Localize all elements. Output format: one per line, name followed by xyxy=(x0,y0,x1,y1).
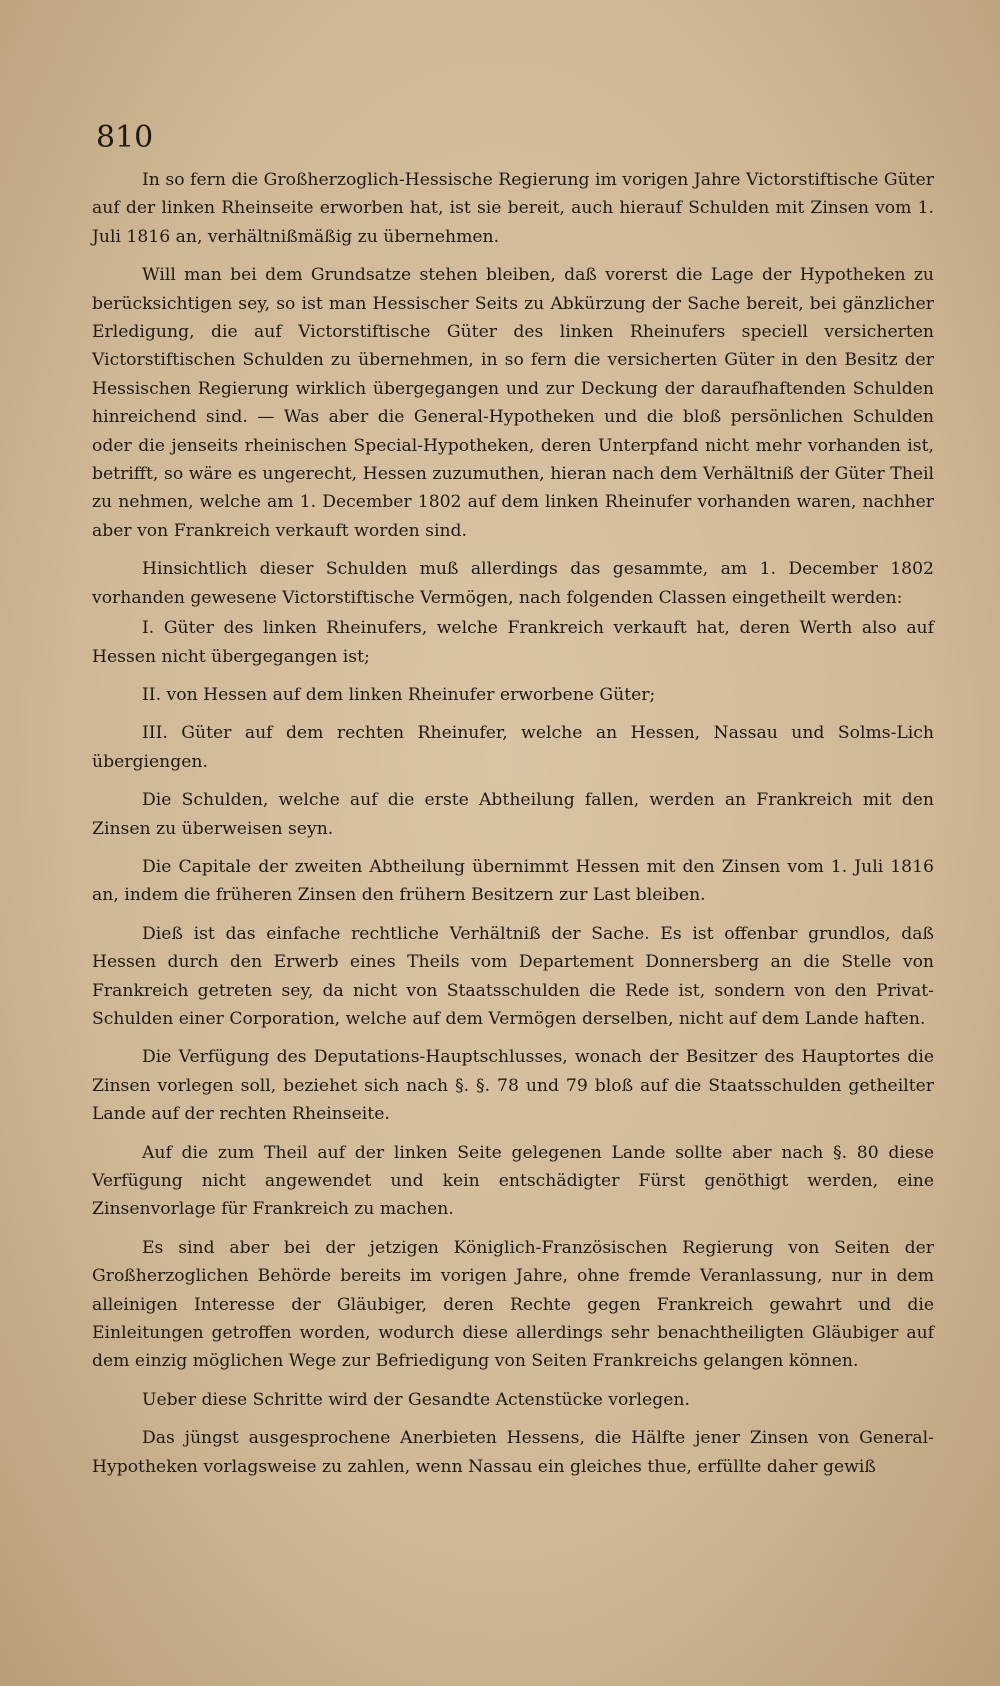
page-number: 810 xyxy=(96,120,154,155)
paragraph: Will man bei dem Grundsatze stehen bleiben, daß vorerst die Lage der Hypotheken zu berücksichtigen sey, so ist man Hessischer Seits zu Abkürzung der Sache bereit, bei gänzlicher Erledigung, die auf Victorstiftische Güter des linken Rheinufers speciell versicherten Victorstiftischen Schulden zu übernehmen, in so fern die versicherten Güter in den Besitz der Hessischen Regierung wirklich übergegangen und zur Deckung der daraufhaftenden Schulden hinreichend sind. — Was aber die General-Hypotheken und die bloß persönlichen Schulden oder die jenseits rheinischen Special-Hypotheken, deren Unterpfand nicht mehr vorhanden ist, betrifft, so wäre es ungerecht, Hessen zuzumuthen, hieran nach dem Verhältniß der Güter Theil zu nehmen, welche am 1. December 1802 auf dem linken Rheinufer vorhanden waren, nachher aber von Frankreich verkauft worden sind. xyxy=(92,265,934,541)
paragraph: Das jüngst ausgesprochene Anerbieten Hessens, die Hälfte jener Zinsen von General-Hypotheken vorlagsweise zu zahlen, wenn Nassau ein gleiches thue, erfüllte daher gewiß xyxy=(92,1428,934,1477)
paragraph: Die Verfügung des Deputations-Hauptschlusses, wonach der Besitzer des Hauptortes die Zinsen vorlegen soll, beziehet sich nach §. §. 78 und 79 bloß auf die Staatsschulden getheilter Lande auf der rechten Rheinseite. xyxy=(92,1047,934,1125)
paragraph: Die Schulden, welche auf die erste Abtheilung fallen, werden an Frankreich mit den Zinsen zu überweisen seyn. xyxy=(92,790,934,839)
list-item: III. Güter auf dem rechten Rheinufer, welche an Hessen, Nassau und Solms-Lich übergiengen. xyxy=(92,723,934,772)
paragraph: Auf die zum Theil auf der linken Seite gelegenen Lande sollte aber nach §. 80 diese Verfügung nicht angewendet und kein entschädigter Fürst genöthigt werden, eine Zinsenvorlage für Frankreich zu machen. xyxy=(92,1142,934,1220)
paragraph: Ueber diese Schritte wird der Gesandte Actenstücke vorlegen. xyxy=(142,1389,690,1410)
paragraph: Es sind aber bei der jetzigen Königlich-Französischen Regierung von Seiten der Großherzoglichen Behörde bereits im vorigen Jahre, ohne fremde Veranlassung, nur in dem alleinigen Interesse der Gläubiger, deren Rechte gegen Frankreich gewahrt und die Einleitungen getroffen worden, wodurch diese allerdings sehr benachtheiligten Gläubiger auf dem einzig möglichen Wege zur Befriedigung von Seiten Frankreichs gelangen können. xyxy=(92,1237,934,1372)
paragraph: Die Capitale der zweiten Abtheilung übernimmt Hessen mit den Zinsen vom 1. Juli 1816 an, indem die früheren Zinsen den frühern Besitzern zur Last bleiben. xyxy=(92,856,934,906)
paragraph: Hinsichtlich dieser Schulden muß allerdings das gesammte, am 1. December 1802 vorhanden gewesene Victorstiftische Vermögen, nach folgenden Classen eingetheilt werden: xyxy=(92,559,934,608)
document-page xyxy=(92,120,934,1491)
paragraph: In so fern die Großherzoglich-Hessische Regierung im vorigen Jahre Victorstiftische Güter auf der linken Rheinseite erworben hat, ist sie bereit, auch hierauf Schulden mit Zinsen vom 1. Juli 1816 an, verhältnißmäßig zu übernehmen. xyxy=(92,170,934,247)
list-item: II. von Hessen auf dem linken Rheinufer erworbene Güter; xyxy=(142,684,656,705)
list-item: I. Güter des linken Rheinufers, welche Frankreich verkauft hat, deren Werth also auf Hessen nicht übergegangen ist; xyxy=(92,618,934,667)
paragraph: Dieß ist das einfache rechtliche Verhältniß der Sache. Es ist offenbar grundlos, daß Hessen durch den Erwerb eines Theils vom Departement Donnersberg an die Stelle von Frankreich getreten sey, da nicht von Staatsschulden die Rede ist, sondern von den Privat-Schulden einer Corporation, welche auf dem Vermögen derselben, nicht auf dem Lande haften. xyxy=(92,923,934,1029)
